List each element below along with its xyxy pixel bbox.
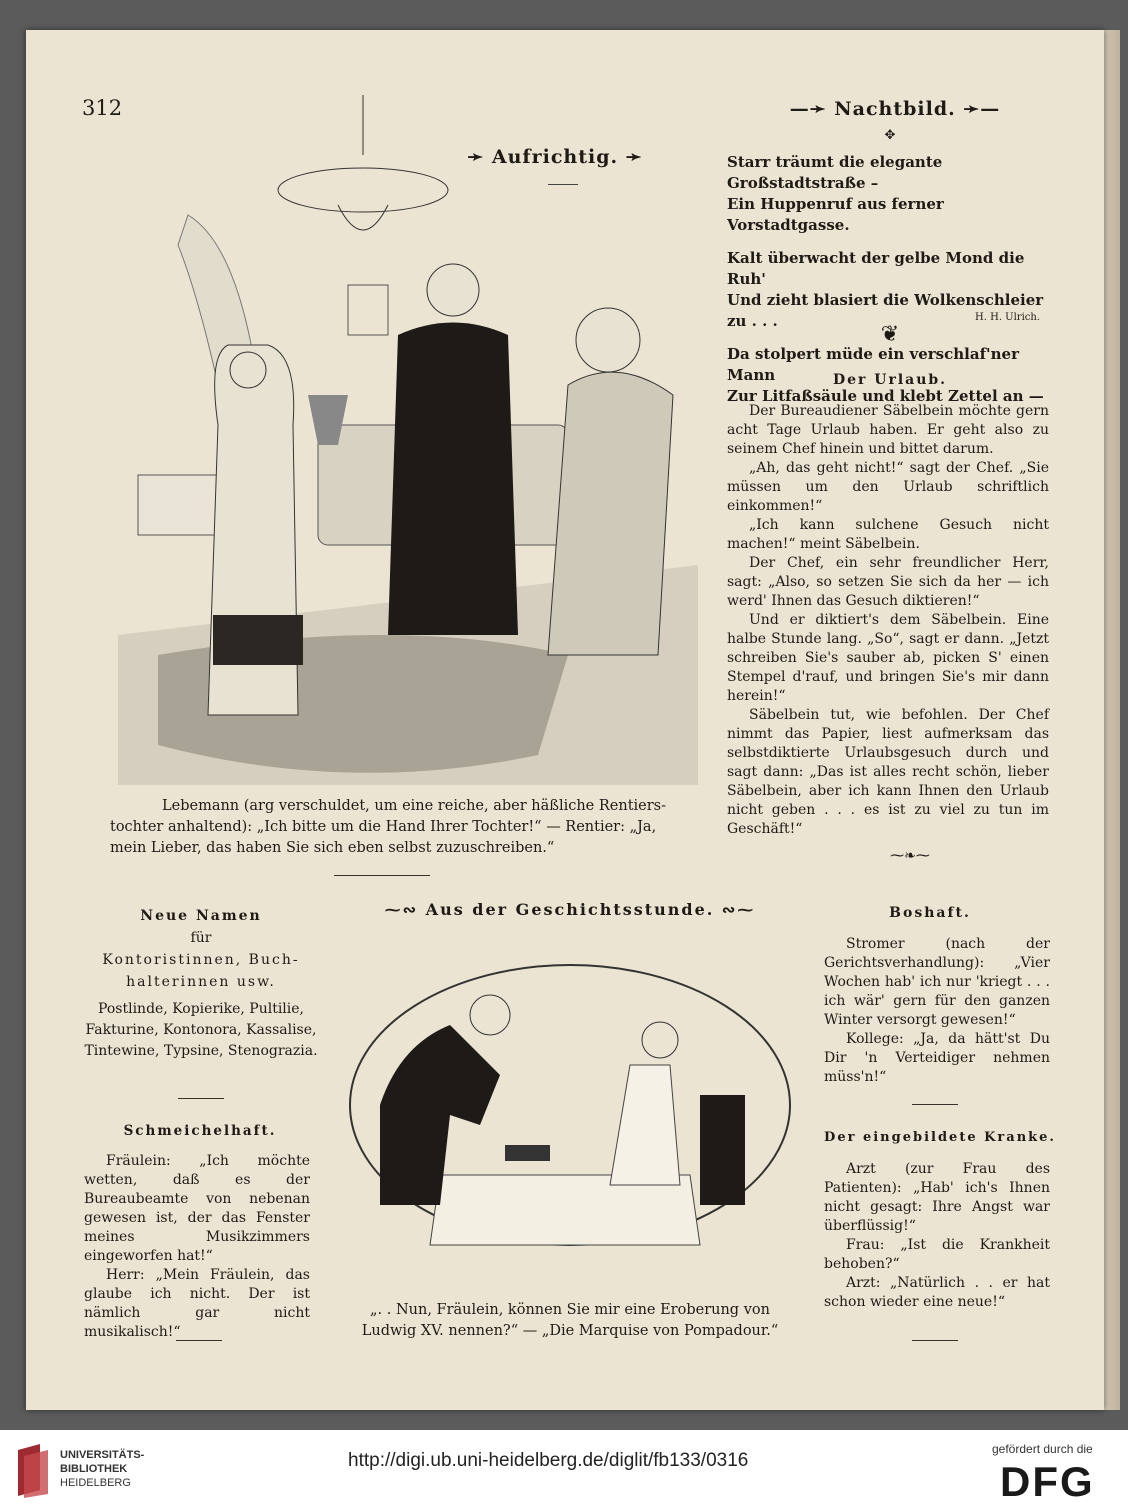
library-name [60, 1448, 144, 1490]
neue-namen-title: Neue Namen [140, 908, 262, 924]
paragraph: Und er diktiert's dem Säbelbein. Eine halbe Stunde lang. „So“, sagt er dann. „Jetzt schreiben Sie's sauber ab, picken S' einen Stempel d'rauf, und bringen Sie's mir dann herein!“ [727, 612, 1049, 704]
paragraph: Arzt: „Natürlich . . er hat schon wieder eine neue!“ [824, 1275, 1050, 1310]
man-in-coat [388, 323, 518, 636]
fat-man-head [576, 308, 640, 372]
paragraph: Frau: „Ist die Krankheit behoben?“ [824, 1237, 1050, 1272]
ornament-left-icon: —➛ [789, 98, 835, 120]
kranke-text [824, 1160, 1050, 1312]
chandelier [278, 168, 448, 212]
poem-author: H. H. Ulrich. [975, 312, 1040, 323]
nachtbild-heading [780, 98, 1010, 120]
funding-note: gefördert durch die [992, 1442, 1093, 1456]
poem-line: Kalt überwacht der gelbe Mond die Ruh' [727, 249, 1025, 288]
boshaft-text [824, 935, 1050, 1087]
kranke-title: Der eingebildete Kranke. [824, 1130, 1056, 1145]
neue-namen-section [84, 905, 318, 1062]
library-line: BIBLIOTHEK [60, 1463, 128, 1475]
poem-line: Ein Huppenruf aus ferner Vorstadtgasse. [727, 195, 944, 234]
aufrichtig-title: Aufrichtig. [491, 146, 619, 168]
poem-line: Starr träumt die elegante Großstadtstraße – [727, 153, 943, 192]
poem-line: Und zieht blasiert die Wolkenschleier zu . . . [727, 291, 1044, 330]
boshaft-title: Boshaft. [889, 905, 971, 921]
divider-rule [178, 1098, 224, 1099]
chandelier-body [338, 205, 388, 230]
aufrichtig-caption [110, 796, 700, 859]
ornament-divider-icon: ⁓❧⁓ [890, 848, 930, 864]
chair [700, 1095, 745, 1205]
ornament-left-icon: ➛ [467, 146, 492, 168]
caption-line-2: Ludwig XV. nennen?“ — „Die Marquise von Pompadour.“ [361, 1323, 779, 1339]
divider-rule [912, 1104, 958, 1105]
teacher-head [470, 995, 510, 1035]
ornament-right-icon: ➛ [618, 146, 643, 168]
paragraph: „Ich kann sulchene Gesuch nicht machen!“ meint Säbelbein. [727, 517, 1049, 552]
books [505, 1145, 550, 1161]
geschichtsstunde-title: Aus der Geschichtsstunde. [425, 900, 715, 919]
footer-bar [0, 1430, 1128, 1512]
library-line: HEIDELBERG [60, 1477, 131, 1489]
geschichtsstunde-illustration [340, 945, 800, 1255]
student-head [642, 1022, 678, 1058]
urlaub-text [727, 402, 1049, 839]
woman-dress-band [213, 615, 303, 665]
paragraph: „Ah, das geht nicht!“ sagt der Chef. „Sie müssen um den Urlaub schriftlich einkommen!“ [727, 460, 1049, 514]
geschichtsstunde-caption [320, 1300, 820, 1342]
university-logo-icon [14, 1442, 52, 1498]
ornament-right-icon: ➛— [955, 98, 1001, 120]
nachtbild-title: Nachtbild. [834, 98, 956, 120]
paragraph: Säbelbein tut, wie befohlen. Der Chef nimmt das Papier, liest aufmerksam das selbstdiktierte Urlaubsgesuch durch und sagt dann: „Das ist alles recht schön, lieber Säbelbein, aber ich kann Ihnen den Urlaub nicht geben . . . es ist zu viel zu tun im Geschäft!“ [727, 707, 1049, 837]
nachtbild-poem [727, 152, 1067, 407]
dfg-logo: DFG [1000, 1458, 1095, 1505]
poem-line: Da stolpert müde ein verschlaf'ner Mann [727, 345, 1019, 384]
ornament-right-icon: ∾⁓ [714, 900, 756, 919]
urlaub-title: Der Urlaub. [832, 372, 948, 388]
schmeichelhaft-title: Schmeichelhaft. [123, 1123, 277, 1139]
library-line: UNIVERSITÄTS- [60, 1449, 145, 1461]
page-number: 312 [82, 96, 123, 120]
woman-head [230, 352, 266, 388]
geschichtsstunde-heading [380, 900, 760, 919]
paragraph: Fräulein: „Ich möchte wetten, daß es der Bureaubeamte von nebenan gewesen ist, der das Fenster meines Musikzimmers eingeworfen hat!“ [84, 1153, 310, 1264]
fleuron-icon: ✥ [884, 128, 896, 143]
paragraph: Kollege: „Ja, da hätt'st Du Dir 'n Verteidiger nehmen müss'n!“ [824, 1031, 1050, 1085]
fat-man-figure [548, 372, 673, 655]
paragraph: Arzt (zur Frau des Patienten): „Hab' ich's Ihnen nicht gesagt: Ihre Angst war überflüssig!“ [824, 1161, 1050, 1234]
divider-rule [912, 1340, 958, 1341]
aufrichtig-illustration [98, 95, 698, 785]
caption-line-1: Lebemann (arg verschuldet, um eine reiche, aber häßliche Rentiers- [162, 798, 667, 814]
wall-picture [348, 285, 388, 335]
man-head [427, 264, 479, 316]
neue-namen-body: Postlinde, Kopierike, Pultilie, Fakturine, Kontonora, Kassalise, Tintewine, Typsine, Stenograzia. [84, 1001, 318, 1059]
paragraph: Herr: „Mein Fräulein, das glaube ich nicht. Der ist nämlich gar nicht musikalisch!“ [84, 1267, 310, 1340]
neue-namen-sub: Kontoristinnen, Buch- [102, 952, 300, 968]
poem-line: Zur Litfaßsäule und klebt Zettel an — [727, 387, 1044, 405]
paragraph: Der Bureaudiener Säbelbein möchte gern acht Tage Urlaub haben. Er geht also zu seinem Chef hinein und bittet darum. [727, 403, 1049, 457]
footer-url-link[interactable]: http://digi.ub.uni-heidelberg.de/diglit/fb133/0316 [348, 1450, 749, 1471]
ornament-left-icon: ⁓∾ [384, 900, 426, 919]
caption-line-2: tochter anhaltend): „Ich bitte um die Hand Ihrer Tochter!“ — Rentier: „Ja, [110, 819, 657, 835]
caption-line-3: mein Lieber, das haben Sie sich eben selbst zuzuschreiben.“ [110, 840, 555, 856]
flower-ornament-icon: ❦ [880, 322, 900, 347]
paragraph: Der Chef, ein sehr freundlicher Herr, sagt: „Also, so setzen Sie sich da her — ich werd' Ihnen das Gesuch diktieren!“ [727, 555, 1049, 609]
paragraph: Stromer (nach der Gerichtsverhandlung): „Vier Wochen hab' ich nur 'kriegt . . . ich wär' gern für den ganzen Winter versorgt gewesen!“ [824, 936, 1050, 1028]
divider-rule [334, 875, 430, 876]
neue-namen-sub: halterinnen usw. [126, 974, 276, 990]
neue-namen-sub: für [190, 930, 212, 946]
divider-rule [176, 1340, 222, 1341]
schmeichelhaft-text [84, 1152, 310, 1342]
caption-line-1: „. . Nun, Fräulein, können Sie mir eine Eroberung von [370, 1302, 770, 1318]
